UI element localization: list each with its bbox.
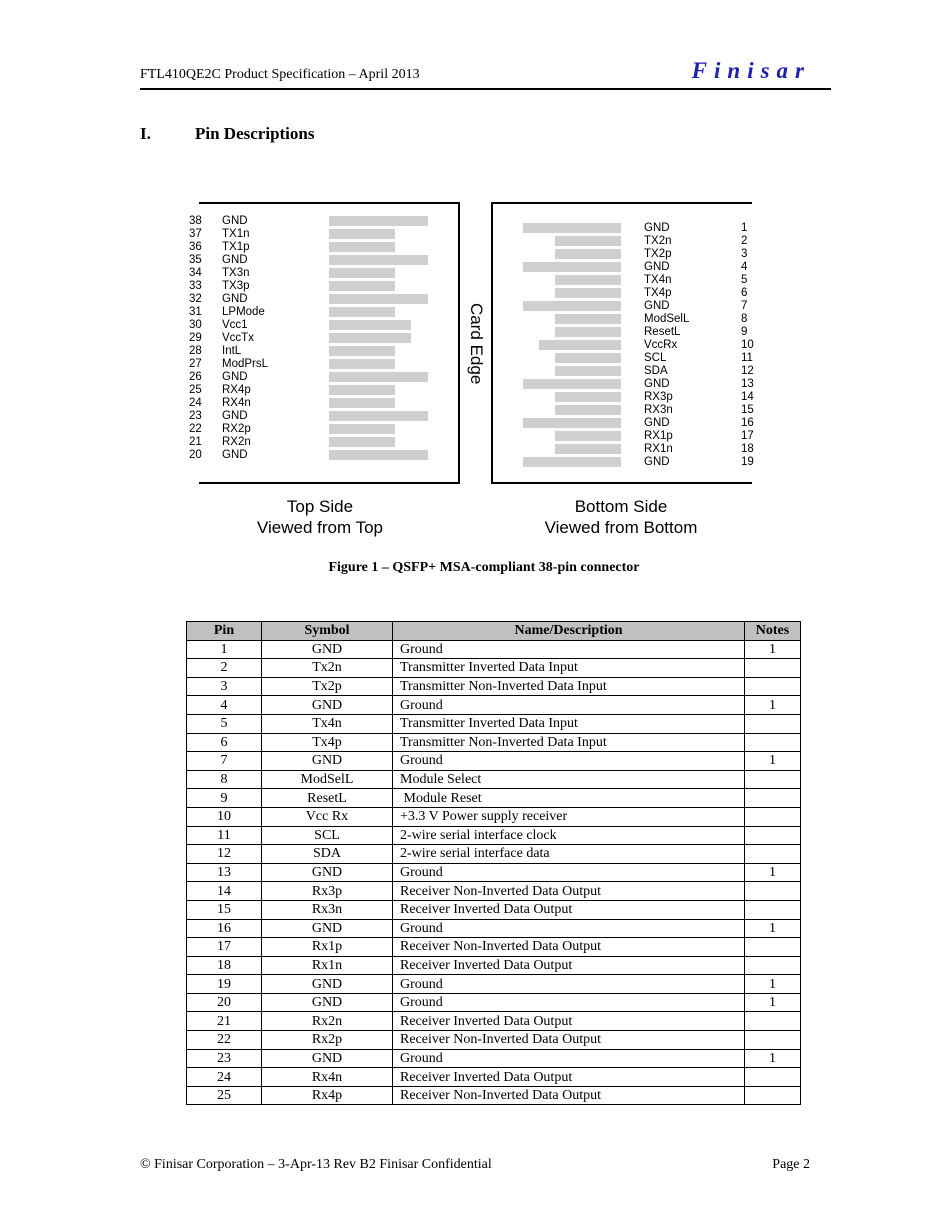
top-panel-top-border bbox=[199, 202, 459, 204]
pin-cell: 8 bbox=[187, 770, 262, 789]
description-cell: Ground bbox=[393, 752, 745, 771]
pin-signal: TX2p bbox=[644, 248, 672, 260]
pin-number: 5 bbox=[741, 274, 748, 286]
table-row bbox=[187, 789, 801, 808]
description-cell: Receiver Non-Inverted Data Output bbox=[393, 1086, 745, 1105]
pin-number: 24 bbox=[189, 397, 202, 409]
signal-pad bbox=[539, 340, 621, 350]
table-row bbox=[187, 826, 801, 845]
pin-number: 18 bbox=[741, 443, 754, 455]
pin-signal: GND bbox=[222, 293, 248, 305]
pin-signal: TX4p bbox=[644, 287, 672, 299]
description-cell: Receiver Non-Inverted Data Output bbox=[393, 1031, 745, 1050]
signal-pad bbox=[555, 314, 621, 324]
signal-pad bbox=[555, 366, 621, 376]
page-header bbox=[140, 58, 831, 90]
ground-pad bbox=[329, 411, 428, 421]
notes-cell bbox=[745, 826, 801, 845]
symbol-cell: SCL bbox=[262, 826, 393, 845]
symbol-cell: ModSelL bbox=[262, 770, 393, 789]
ground-pad bbox=[329, 255, 428, 265]
pin-number: 13 bbox=[741, 378, 754, 390]
table-row bbox=[187, 882, 801, 901]
top-panel-bottom-border bbox=[199, 482, 460, 484]
bottom-side-line1: Bottom Side bbox=[574, 497, 668, 516]
description-cell: Ground bbox=[393, 863, 745, 882]
footer-copyright: © Finisar Corporation – 3-Apr-13 Rev B2 Finisar Confidential bbox=[140, 1157, 492, 1172]
signal-pad bbox=[555, 275, 621, 285]
symbol-cell: Rx3p bbox=[262, 882, 393, 901]
notes-cell bbox=[745, 677, 801, 696]
pin-signal: ResetL bbox=[644, 326, 681, 338]
pin-signal: VccRx bbox=[644, 339, 678, 351]
section-number: I. bbox=[140, 124, 151, 143]
symbol-cell: Rx4p bbox=[262, 1086, 393, 1105]
ground-pad bbox=[523, 223, 621, 233]
notes-cell bbox=[745, 789, 801, 808]
pin-signal: GND bbox=[644, 378, 670, 390]
pin-number: 14 bbox=[741, 391, 754, 403]
pin-cell: 10 bbox=[187, 807, 262, 826]
symbol-cell: GND bbox=[262, 975, 393, 994]
description-cell: Transmitter Non-Inverted Data Input bbox=[393, 677, 745, 696]
notes-cell bbox=[745, 900, 801, 919]
page-number: Page 2 bbox=[772, 1157, 810, 1172]
signal-pad bbox=[555, 405, 621, 415]
signal-pad bbox=[329, 424, 395, 434]
ground-pad bbox=[523, 262, 621, 272]
notes-cell bbox=[745, 845, 801, 864]
pin-number: 33 bbox=[189, 280, 202, 292]
pin-cell: 24 bbox=[187, 1068, 262, 1087]
notes-cell: 1 bbox=[745, 863, 801, 882]
pin-signal: GND bbox=[222, 215, 248, 227]
pin-signal: RX3p bbox=[644, 391, 673, 403]
table-row bbox=[187, 975, 801, 994]
section-heading bbox=[140, 124, 314, 144]
bottom-panel-left-border bbox=[491, 202, 493, 484]
table-row bbox=[187, 659, 801, 678]
description-cell: Receiver Inverted Data Output bbox=[393, 900, 745, 919]
description-cell: Receiver Inverted Data Output bbox=[393, 1068, 745, 1087]
table-row bbox=[187, 807, 801, 826]
pin-signal: RX1n bbox=[644, 443, 673, 455]
table-row bbox=[187, 1068, 801, 1087]
description-cell: 2-wire serial interface clock bbox=[393, 826, 745, 845]
pin-cell: 5 bbox=[187, 714, 262, 733]
symbol-cell: Vcc Rx bbox=[262, 807, 393, 826]
symbol-cell: SDA bbox=[262, 845, 393, 864]
notes-cell: 1 bbox=[745, 919, 801, 938]
pin-cell: 25 bbox=[187, 1086, 262, 1105]
symbol-cell: ResetL bbox=[262, 789, 393, 808]
table-row bbox=[187, 919, 801, 938]
notes-cell: 1 bbox=[745, 1049, 801, 1068]
description-cell: Receiver Inverted Data Output bbox=[393, 1012, 745, 1031]
notes-cell bbox=[745, 1086, 801, 1105]
pin-signal: ModSelL bbox=[644, 313, 690, 325]
symbol-cell: GND bbox=[262, 640, 393, 659]
pin-number: 23 bbox=[189, 410, 202, 422]
signal-pad bbox=[329, 346, 395, 356]
table-row bbox=[187, 733, 801, 752]
pin-cell: 15 bbox=[187, 900, 262, 919]
ground-pad bbox=[329, 372, 428, 382]
pin-signal: GND bbox=[644, 222, 670, 234]
symbol-cell: Rx3n bbox=[262, 900, 393, 919]
pin-cell: 19 bbox=[187, 975, 262, 994]
table-row bbox=[187, 640, 801, 659]
description-cell: Transmitter Inverted Data Input bbox=[393, 659, 745, 678]
pin-cell: 12 bbox=[187, 845, 262, 864]
pin-number: 19 bbox=[741, 456, 754, 468]
signal-pad bbox=[329, 307, 395, 317]
table-row bbox=[187, 1012, 801, 1031]
table-row bbox=[187, 1049, 801, 1068]
ground-pad bbox=[523, 418, 621, 428]
pin-signal: GND bbox=[644, 300, 670, 312]
pin-number: 12 bbox=[741, 365, 754, 377]
pin-signal: TX3p bbox=[222, 280, 250, 292]
signal-pad bbox=[329, 359, 395, 369]
pin-cell: 14 bbox=[187, 882, 262, 901]
signal-pad bbox=[555, 236, 621, 246]
pin-cell: 16 bbox=[187, 919, 262, 938]
signal-pad bbox=[329, 320, 411, 330]
pin-number: 38 bbox=[189, 215, 202, 227]
description-cell: Transmitter Inverted Data Input bbox=[393, 714, 745, 733]
pin-cell: 11 bbox=[187, 826, 262, 845]
notes-cell bbox=[745, 882, 801, 901]
pin-signal: ModPrsL bbox=[222, 358, 269, 370]
pin-signal: RX3n bbox=[644, 404, 673, 416]
pin-signal: RX2n bbox=[222, 436, 251, 448]
notes-cell bbox=[745, 956, 801, 975]
signal-pad bbox=[555, 249, 621, 259]
symbol-cell: Rx1n bbox=[262, 956, 393, 975]
description-cell: Ground bbox=[393, 640, 745, 659]
pin-number: 31 bbox=[189, 306, 202, 318]
notes-cell bbox=[745, 1031, 801, 1050]
pin-cell: 9 bbox=[187, 789, 262, 808]
pin-number: 35 bbox=[189, 254, 202, 266]
pin-cell: 23 bbox=[187, 1049, 262, 1068]
ground-pad bbox=[329, 216, 428, 226]
pin-number: 36 bbox=[189, 241, 202, 253]
table-row bbox=[187, 770, 801, 789]
table-row bbox=[187, 696, 801, 715]
bottom-side-caption bbox=[511, 496, 731, 538]
description-cell: Ground bbox=[393, 919, 745, 938]
pin-cell: 6 bbox=[187, 733, 262, 752]
signal-pad bbox=[555, 327, 621, 337]
pin-number: 1 bbox=[741, 222, 748, 234]
pin-signal: GND bbox=[644, 261, 670, 273]
notes-cell: 1 bbox=[745, 752, 801, 771]
pin-signal: SDA bbox=[644, 365, 668, 377]
pin-signal: IntL bbox=[222, 345, 242, 357]
pin-cell: 4 bbox=[187, 696, 262, 715]
pin-signal: GND bbox=[644, 456, 670, 468]
pin-signal: GND bbox=[222, 371, 248, 383]
pin-signal: Vcc1 bbox=[222, 319, 248, 331]
pin-cell: 21 bbox=[187, 1012, 262, 1031]
pin-number: 9 bbox=[741, 326, 748, 338]
description-cell: Module Select bbox=[393, 770, 745, 789]
pin-number: 3 bbox=[741, 248, 748, 260]
top-side-caption bbox=[220, 496, 420, 538]
pin-signal: RX1p bbox=[644, 430, 673, 442]
symbol-cell: GND bbox=[262, 863, 393, 882]
bottom-panel-bottom-border bbox=[491, 482, 752, 484]
notes-cell bbox=[745, 714, 801, 733]
pin-cell: 2 bbox=[187, 659, 262, 678]
pin-signal: TX1n bbox=[222, 228, 250, 240]
finisar-logo: Finisar bbox=[691, 58, 811, 83]
document-title: FTL410QE2C Product Specification – April 2013 bbox=[140, 67, 420, 82]
table-row bbox=[187, 938, 801, 957]
top-side-line2: Viewed from Top bbox=[257, 518, 383, 537]
symbol-cell: Rx2n bbox=[262, 1012, 393, 1031]
pin-number: 22 bbox=[189, 423, 202, 435]
signal-pad bbox=[329, 242, 395, 252]
signal-pad bbox=[329, 229, 395, 239]
table-row bbox=[187, 956, 801, 975]
table-row bbox=[187, 845, 801, 864]
signal-pad bbox=[555, 444, 621, 454]
pin-description-table bbox=[186, 621, 801, 1105]
pin-number: 6 bbox=[741, 287, 748, 299]
ground-pad bbox=[329, 294, 428, 304]
table-row bbox=[187, 900, 801, 919]
header-symbol: Symbol bbox=[262, 622, 393, 641]
header-notes: Notes bbox=[745, 622, 801, 641]
pin-cell: 7 bbox=[187, 752, 262, 771]
pin-number: 34 bbox=[189, 267, 202, 279]
notes-cell bbox=[745, 1068, 801, 1087]
pin-cell: 13 bbox=[187, 863, 262, 882]
signal-pad bbox=[555, 288, 621, 298]
signal-pad bbox=[329, 268, 395, 278]
notes-cell: 1 bbox=[745, 696, 801, 715]
pin-number: 15 bbox=[741, 404, 754, 416]
figure-caption: Figure 1 – QSFP+ MSA-compliant 38-pin connector bbox=[328, 560, 640, 575]
notes-cell bbox=[745, 807, 801, 826]
header-name-description: Name/Description bbox=[393, 622, 745, 641]
ground-pad bbox=[523, 379, 621, 389]
pin-number: 10 bbox=[741, 339, 754, 351]
pin-number: 4 bbox=[741, 261, 748, 273]
symbol-cell: Rx1p bbox=[262, 938, 393, 957]
ground-pad bbox=[523, 301, 621, 311]
signal-pad bbox=[555, 392, 621, 402]
card-edge-label: Card Edge bbox=[467, 303, 486, 385]
notes-cell: 1 bbox=[745, 993, 801, 1012]
pin-signal: GND bbox=[222, 410, 248, 422]
table-row bbox=[187, 677, 801, 696]
pin-signal: TX3n bbox=[222, 267, 250, 279]
pin-number: 37 bbox=[189, 228, 202, 240]
signal-pad bbox=[329, 437, 395, 447]
table-row bbox=[187, 863, 801, 882]
pin-signal: GND bbox=[644, 417, 670, 429]
pin-number: 20 bbox=[189, 449, 202, 461]
pin-number: 30 bbox=[189, 319, 202, 331]
top-side-line1: Top Side bbox=[286, 497, 354, 516]
ground-pad bbox=[329, 450, 428, 460]
pin-signal: LPMode bbox=[222, 306, 265, 318]
symbol-cell: GND bbox=[262, 696, 393, 715]
table-row bbox=[187, 993, 801, 1012]
pin-number: 11 bbox=[741, 352, 753, 364]
section-title: Pin Descriptions bbox=[195, 124, 315, 143]
pin-signal: RX2p bbox=[222, 423, 251, 435]
table-row bbox=[187, 1086, 801, 1105]
description-cell: +3.3 V Power supply receiver bbox=[393, 807, 745, 826]
pin-cell: 17 bbox=[187, 938, 262, 957]
pin-signal: GND bbox=[222, 254, 248, 266]
signal-pad bbox=[329, 398, 395, 408]
pin-number: 28 bbox=[189, 345, 202, 357]
pin-number: 7 bbox=[741, 300, 748, 312]
bottom-side-line2: Viewed from Bottom bbox=[544, 518, 698, 537]
pin-signal: GND bbox=[222, 449, 248, 461]
notes-cell bbox=[745, 1012, 801, 1031]
signal-pad bbox=[555, 353, 621, 363]
notes-cell: 1 bbox=[745, 975, 801, 994]
symbol-cell: GND bbox=[262, 1049, 393, 1068]
pin-number: 32 bbox=[189, 293, 202, 305]
table-row bbox=[187, 714, 801, 733]
table-row bbox=[187, 752, 801, 771]
description-cell: Receiver Non-Inverted Data Output bbox=[393, 938, 745, 957]
pin-signal: TX4n bbox=[644, 274, 672, 286]
pin-cell: 18 bbox=[187, 956, 262, 975]
pin-number: 27 bbox=[189, 358, 202, 370]
symbol-cell: Rx4n bbox=[262, 1068, 393, 1087]
symbol-cell: Rx2p bbox=[262, 1031, 393, 1050]
symbol-cell: Tx4p bbox=[262, 733, 393, 752]
notes-cell bbox=[745, 659, 801, 678]
pin-signal: RX4p bbox=[222, 384, 251, 396]
pin-cell: 3 bbox=[187, 677, 262, 696]
description-cell: Receiver Inverted Data Output bbox=[393, 956, 745, 975]
notes-cell bbox=[745, 733, 801, 752]
pin-number: 21 bbox=[189, 436, 202, 448]
description-cell: Ground bbox=[393, 1049, 745, 1068]
description-cell: Ground bbox=[393, 696, 745, 715]
symbol-cell: GND bbox=[262, 919, 393, 938]
signal-pad bbox=[329, 281, 395, 291]
pin-number: 16 bbox=[741, 417, 754, 429]
description-cell: Transmitter Non-Inverted Data Input bbox=[393, 733, 745, 752]
pin-signal: RX4n bbox=[222, 397, 251, 409]
pin-number: 17 bbox=[741, 430, 754, 442]
pin-signal: VccTx bbox=[222, 332, 254, 344]
pin-number: 25 bbox=[189, 384, 202, 396]
description-cell: Ground bbox=[393, 993, 745, 1012]
symbol-cell: Tx2n bbox=[262, 659, 393, 678]
pin-number: 29 bbox=[189, 332, 202, 344]
symbol-cell: Tx4n bbox=[262, 714, 393, 733]
pin-cell: 22 bbox=[187, 1031, 262, 1050]
pin-number: 26 bbox=[189, 371, 202, 383]
pin-number: 8 bbox=[741, 313, 748, 325]
notes-cell bbox=[745, 770, 801, 789]
signal-pad bbox=[555, 431, 621, 441]
pin-signal: TX1p bbox=[222, 241, 250, 253]
pin-signal: TX2n bbox=[644, 235, 672, 247]
header-pin: Pin bbox=[187, 622, 262, 641]
signal-pad bbox=[329, 333, 411, 343]
table-header-row bbox=[187, 622, 801, 641]
description-cell: Module Reset bbox=[393, 789, 745, 808]
bottom-panel-top-border bbox=[491, 202, 752, 204]
pin-cell: 1 bbox=[187, 640, 262, 659]
top-panel-right-border bbox=[458, 202, 460, 484]
symbol-cell: GND bbox=[262, 752, 393, 771]
symbol-cell: GND bbox=[262, 993, 393, 1012]
table-row bbox=[187, 1031, 801, 1050]
ground-pad bbox=[523, 457, 621, 467]
notes-cell bbox=[745, 938, 801, 957]
description-cell: Receiver Non-Inverted Data Output bbox=[393, 882, 745, 901]
description-cell: 2-wire serial interface data bbox=[393, 845, 745, 864]
pin-cell: 20 bbox=[187, 993, 262, 1012]
pin-signal: SCL bbox=[644, 352, 667, 364]
notes-cell: 1 bbox=[745, 640, 801, 659]
signal-pad bbox=[329, 385, 395, 395]
pin-number: 2 bbox=[741, 235, 748, 247]
symbol-cell: Tx2p bbox=[262, 677, 393, 696]
description-cell: Ground bbox=[393, 975, 745, 994]
